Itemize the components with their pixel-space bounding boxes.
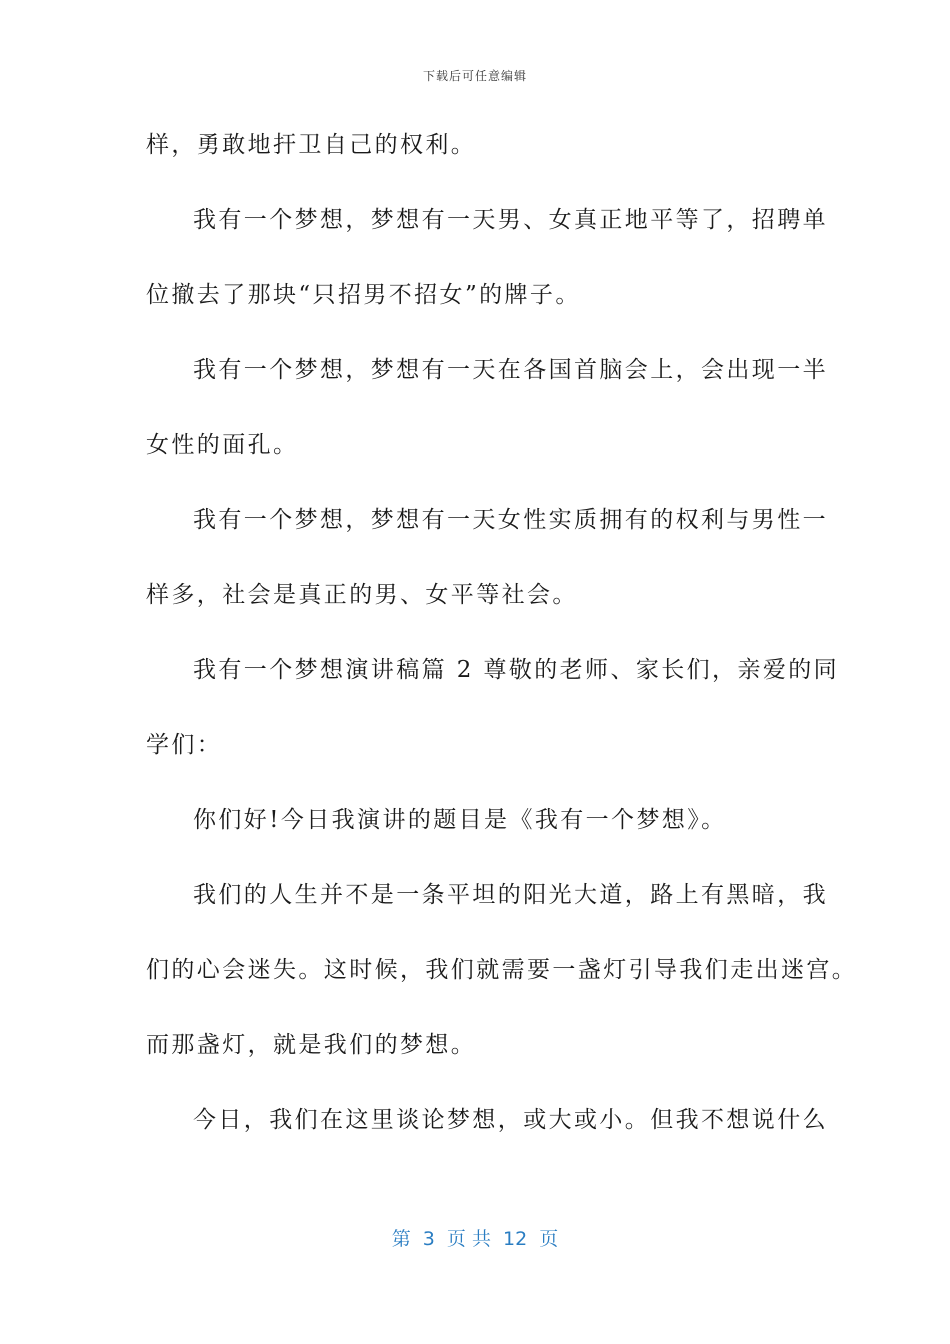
text-line: 们的心会迷失。这时候，我们就需要一盏灯引导我们走出迷宫。 [146, 957, 858, 983]
text-line: 我有一个梦想，梦想有一天女性实质拥有的权利与男性一 [193, 507, 828, 533]
document-body [146, 121, 858, 1171]
text-line: 样多，社会是真正的男、女平等社会。 [146, 582, 578, 608]
text-line: 今日，我们在这里谈论梦想，或大或小。但我不想说什么 [193, 1107, 828, 1133]
text-line: 女性的面孔。 [146, 432, 299, 458]
page-header: 下载后可任意编辑 [422, 69, 527, 83]
text-line: 而那盏灯，就是我们的梦想。 [146, 1032, 477, 1058]
text-line: 我们的人生并不是一条平坦的阳光大道，路上有黑暗，我 [193, 882, 828, 908]
text-line: 我有一个梦想演讲稿篇 2 尊敬的老师、家长们，亲爱的同 [193, 657, 840, 683]
text-line: 位撤去了那块“只招男不招女”的牌子。 [146, 282, 581, 308]
text-line: 你们好!今日我演讲的题目是《我有一个梦想》。 [193, 807, 727, 833]
text-line: 我有一个梦想，梦想有一天男、女真正地平等了，招聘单 [193, 207, 828, 233]
text-line: 样，勇敢地扞卫自己的权利。 [146, 132, 477, 158]
page-number-footer: 第 3 页 共 12 页 [391, 1228, 559, 1250]
text-line: 学们： [146, 732, 223, 758]
text-line: 我有一个梦想，梦想有一天在各国首脑会上，会出现一半 [193, 357, 828, 383]
